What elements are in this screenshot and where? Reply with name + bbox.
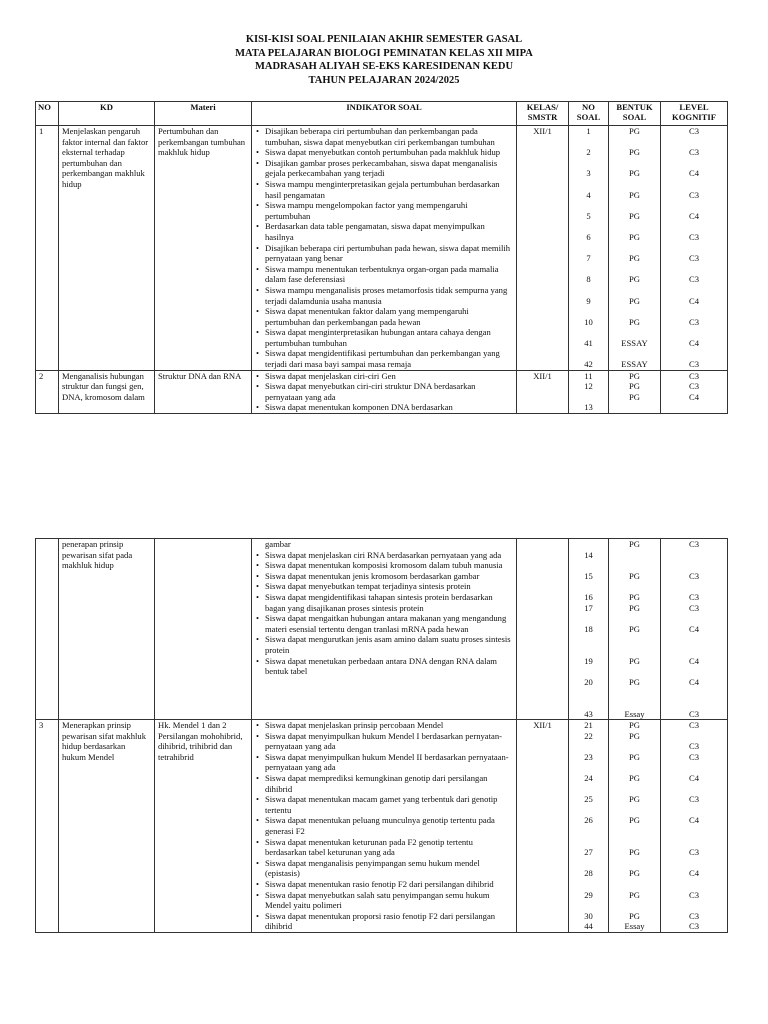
question-form: PG: [629, 655, 640, 666]
question-number: 5: [586, 210, 591, 221]
question-number: 20: [584, 676, 593, 687]
question-number: 41: [584, 337, 593, 348]
question-number: 8: [586, 274, 591, 285]
row-no-soal: [569, 370, 609, 413]
question-form: PG: [629, 126, 640, 136]
question-form: PG: [629, 815, 640, 826]
question-number: 12: [584, 381, 593, 392]
indicator-item: • Siswa dapat menentukan keturunan pada F2 genotip tertentu berdasarkan tabel keturunan yang ada: [265, 837, 513, 858]
title-line-4: TAHUN PELAJARAN 2024/2025: [308, 74, 460, 86]
question-number: 24: [584, 773, 593, 784]
cognitive-level: C3: [688, 359, 700, 370]
indicator-item: • Siswa dapat mengidentifikasi tahapan sintesis protein berdasarkan bagan yang disajikanan proses sintesis protein: [265, 592, 513, 613]
indicator-item: • Siswa dapat menyimpulkan hukum Mendel I berdasarkan pernyatan-pernyataan yang ada: [265, 731, 513, 752]
title-line-2: MATA PELAJARAN BIOLOGI PEMINATAN KELAS XII MIPA: [235, 47, 533, 59]
cognitive-level: C3: [688, 708, 700, 719]
question-number: 2: [586, 147, 591, 158]
row-kelas: XII/1: [517, 720, 569, 933]
cognitive-level: C3: [688, 253, 700, 264]
question-form: ESSAY: [621, 337, 648, 348]
question-form: PG: [629, 591, 640, 602]
row-kd: Menerapkan prinsip pewarisan sifat makhluk hidup berdasarkan hukum Mendel: [59, 720, 155, 933]
question-form: PG: [629, 168, 640, 179]
question-number: 42: [584, 359, 593, 370]
cognitive-level: C3: [688, 274, 700, 285]
header-no: NO: [36, 102, 59, 126]
indicator-item: • Siswa dapat menentukan macam gamet yang terbentuk dari genotip tertentu: [265, 794, 513, 815]
cognitive-level: C3: [688, 126, 700, 136]
title-line-1: KISI-KISI SOAL PENILAIAN AKHIR SEMESTER GASAL: [245, 34, 523, 45]
question-number: 10: [584, 316, 593, 327]
cognitive-level: C3: [688, 370, 700, 381]
cognitive-level: C3: [688, 751, 700, 762]
question-number: 27: [584, 847, 593, 858]
cognitive-level: C4: [688, 773, 700, 784]
indicator-item: • Disajikan gambar proses perkecambahan, siswa dapat menganalisis gejala perkecambahan yang terjadi: [265, 158, 513, 179]
row-level-kognitif: [661, 370, 728, 413]
cognitive-level: C3: [688, 570, 700, 581]
header-level-kognitif: LEVEL KOGNITIF: [661, 102, 728, 126]
header-kelas: KELAS/ SMSTR: [517, 102, 569, 126]
cognitive-level: C3: [688, 316, 700, 327]
row-level-kognitif: [661, 720, 728, 933]
question-number: 14: [584, 549, 593, 560]
question-number: 23: [584, 751, 593, 762]
question-number: 7: [586, 253, 591, 264]
question-number: 6: [586, 231, 591, 242]
indicator-item: • Siswa dapat menentukan jenis kromosom berdasarkan gambar: [265, 571, 513, 582]
header-bentuk-soal: BENTUK SOAL: [609, 102, 661, 126]
question-number: 44: [584, 921, 593, 932]
question-number: 19: [584, 655, 593, 666]
indicator-item: • Disajikan beberapa ciri pertumbuhan dan perkembangan pada tumbuhan, siswa dapat menyebutkan ciri perkembangan tumbuhan: [265, 126, 513, 147]
cognitive-level: C4: [688, 676, 700, 687]
question-form: PG: [629, 295, 640, 306]
cognitive-level: C3: [688, 847, 700, 858]
question-form: PG: [629, 316, 640, 327]
indicator-item: • Siswa dapat menyimpulkan hukum Mendel II berdasarkan pernyataan-pernyataan yang ada: [265, 752, 513, 773]
row-no-soal: [569, 539, 609, 720]
indicator-item: • Siswa dapat menjelaskan prinsip percobaan Mendel: [265, 720, 513, 731]
cognitive-level: C3: [688, 741, 700, 752]
cognitive-level: C3: [688, 720, 700, 731]
question-number: 16: [584, 591, 593, 602]
row-kd: Menjelaskan pengaruh faktor internal dan faktor eksternal terhadap pertumbuhan dan perkembangan makhluk hidup: [59, 126, 155, 371]
question-form: PG: [629, 391, 640, 402]
indicator-item: • Siswa dapat menentukan peluang munculnya genotip tertentu pada generasi F2: [265, 815, 513, 836]
cognitive-level: C3: [688, 231, 700, 242]
cognitive-level: C3: [688, 539, 700, 549]
indicator-item: • Siswa dapat menetukan perbedaan antara DNA dengan RNA dalam bentuk tabel: [265, 656, 513, 677]
row-no-soal: [569, 720, 609, 933]
table-row: [36, 539, 728, 720]
indicator-item: • Siswa mampu menganalisis proses metamorfosis tidak sempurna yang terjadi dalamdunia usaha manusia: [265, 285, 513, 306]
question-number: 29: [584, 889, 593, 900]
row-no-soal: [569, 126, 609, 371]
cognitive-level: C3: [688, 147, 700, 158]
indicator-item: • Siswa dapat menjelaskan ciri-ciri Gen: [265, 371, 513, 382]
question-number: 13: [584, 402, 593, 413]
indicator-item: • Siswa dapat menentukan proporsi rasio fenotip F2 dari persilangan dihibrid: [265, 911, 513, 932]
question-form: PG: [629, 773, 640, 784]
question-number: 26: [584, 815, 593, 826]
row-kelas: XII/1: [517, 370, 569, 413]
indicator-item: • Siswa dapat mengaitkan hubungan antara makanan yang mengandung materi esensial tertentu dengan tranlasi mRNA pada hewan: [265, 613, 513, 634]
table-row: [36, 720, 728, 933]
indicator-item: • Siswa dapat menentukan komposisi kromosom dalam tubuh manusia: [265, 560, 513, 571]
indicator-item: • Siswa dapat menentukan faktor dalam yang mempengaruhi pertumbuhan dan perkembangan pada hewan: [265, 306, 513, 327]
table-row: [36, 370, 728, 413]
question-form: PG: [629, 210, 640, 221]
row-bentuk-soal: [609, 720, 661, 933]
question-form: PG: [629, 676, 640, 687]
kisi-kisi-table-continued: [35, 538, 728, 933]
question-number: 25: [584, 794, 593, 805]
table-row: [36, 126, 728, 371]
question-form: PG: [629, 381, 640, 392]
indicator-item: • Disajikan beberapa ciri pertumbuhan pada hewan, siswa dapat memilih pernyataan yang benar: [265, 243, 513, 264]
cognitive-level: C3: [688, 189, 700, 200]
row-bentuk-soal: [609, 370, 661, 413]
question-form: PG: [629, 570, 640, 581]
cognitive-level: C4: [688, 210, 700, 221]
question-form: PG: [629, 794, 640, 805]
cognitive-level: C4: [688, 168, 700, 179]
question-number: 1: [586, 126, 591, 136]
question-form: PG: [629, 253, 640, 264]
indicator-item: • Siswa dapat memprediksi kemungkinan genotip dari persilangan dihibrid: [265, 773, 513, 794]
row-indicators: [252, 370, 517, 413]
page-title: [0, 33, 768, 87]
cognitive-level: C3: [688, 910, 700, 921]
cognitive-level: C4: [688, 868, 700, 879]
row-kelas: XII/1: [517, 126, 569, 371]
row-materi: Struktur DNA dan RNA: [155, 370, 252, 413]
indicator-item: • Siswa dapat menentukan komponen DNA berdasarkan: [265, 402, 513, 413]
question-number: 22: [584, 730, 593, 741]
indicator-item: • Berdasarkan data table pengamatan, siswa dapat menyimpulkan hasilnya: [265, 221, 513, 242]
row-no: 3: [36, 720, 59, 933]
header-indikator: INDIKATOR SOAL: [252, 102, 517, 126]
cognitive-level: C3: [688, 889, 700, 900]
row-indicators: [252, 720, 517, 933]
question-form: PG: [629, 889, 640, 900]
header-no-soal: NO SOAL: [569, 102, 609, 126]
row-level-kognitif: [661, 539, 728, 720]
cognitive-level: C4: [688, 295, 700, 306]
question-form: PG: [629, 730, 640, 741]
row-no: 1: [36, 126, 59, 371]
question-form: PG: [629, 231, 640, 242]
question-form: PG: [629, 539, 640, 549]
header-kd: KD: [59, 102, 155, 126]
cognitive-level: C3: [688, 381, 700, 392]
row-bentuk-soal: [609, 539, 661, 720]
table-header-row: [36, 102, 728, 126]
indicator-item: • Siswa dapat menyebutkan salah satu penyimpangan semu hukum Mendel yaitu polimeri: [265, 890, 513, 911]
indicator-item: • Siswa dapat menjelaskan ciri RNA berdasarkan pernyataan yang ada: [265, 550, 513, 561]
indicator-item: • Siswa dapat menyebutkan contoh pertumbuhan pada makhluk hidup: [265, 147, 513, 158]
question-number: 18: [584, 623, 593, 634]
cognitive-level: C4: [688, 815, 700, 826]
question-form: PG: [629, 189, 640, 200]
question-number: 17: [584, 602, 593, 613]
question-form: Essay: [624, 921, 645, 932]
cognitive-level: C4: [688, 337, 700, 348]
cognitive-level: C4: [688, 623, 700, 634]
question-form: PG: [629, 147, 640, 158]
question-form: PG: [629, 623, 640, 634]
row-level-kognitif: [661, 126, 728, 371]
indicator-item: • Siswa dapat mengidentifikasi pertumbuhan dan perkembangan yang terjadi dari masa bayi sampai masa remaja: [265, 348, 513, 369]
question-form: PG: [629, 274, 640, 285]
question-form: PG: [629, 602, 640, 613]
question-number: 11: [584, 370, 593, 381]
cognitive-level: C3: [688, 921, 700, 932]
indicator-item: • Siswa mampu mengelompokan factor yang mempengaruhi pertumbuhan: [265, 200, 513, 221]
cognitive-level: C4: [688, 391, 700, 402]
question-number: 15: [584, 570, 593, 581]
question-number: 3: [586, 168, 591, 179]
question-form: PG: [629, 847, 640, 858]
indicator-item: • Siswa dapat menentukan rasio fenotip F2 dari persilangan dihibrid: [265, 879, 513, 890]
row-kd: Menganalisis hubungan struktur dan fungsi gen, DNA, kromosom dalam: [59, 370, 155, 413]
title-line-3: MADRASAH ALIYAH SE-EKS KARESIDENAN KEDU: [254, 61, 514, 72]
question-number: 43: [584, 708, 593, 719]
header-materi: Materi: [155, 102, 252, 126]
row-materi: Hk. Mendel 1 dan 2 Persilangan mohohibrid, dihibrid, trihibrid dan tetrahibrid: [155, 720, 252, 933]
cognitive-level: C3: [688, 591, 700, 602]
cognitive-level: C3: [688, 602, 700, 613]
cognitive-level: C4: [688, 655, 700, 666]
row-bentuk-soal: [609, 126, 661, 371]
question-number: 28: [584, 868, 593, 879]
row-materi: Pertumbuhan dan perkembangan tumbuhan makhluk hidup: [155, 126, 252, 371]
question-form: PG: [629, 751, 640, 762]
indicator-item: • Siswa dapat menyebutkan ciri-ciri struktur DNA berdasarkan pernyataan yang ada: [265, 381, 513, 402]
row-indicators: [252, 539, 517, 720]
indicator-item: • Siswa dapat menginterpretasikan hubungan antara cahaya dengan pertumbuhan tumbuhan: [265, 327, 513, 348]
cognitive-level: C3: [688, 794, 700, 805]
question-form: PG: [629, 720, 640, 731]
indicator-item: • Siswa mampu menentukan terbentuknya organ-organ pada mamalia dalam fase deferensiasi: [265, 264, 513, 285]
row-kd: penerapan prinsip pewarisan sifat pada makhluk hidup: [59, 539, 155, 720]
question-form: PG: [629, 868, 640, 879]
question-form: PG: [629, 910, 640, 921]
indicator-item: • Siswa mampu menginterpretasikan gejala pertumbuhan berdasarkan hasil pengamatan: [265, 179, 513, 200]
indicator-item: • Siswa dapat menganalisis penyimpangan semu hukum mendel (epistasis): [265, 858, 513, 879]
question-form: Essay: [624, 708, 645, 719]
row-no: 2: [36, 370, 59, 413]
indicator-continuation: gambar: [265, 539, 291, 549]
kisi-kisi-table: [35, 101, 728, 414]
question-number: 30: [584, 910, 593, 921]
question-number: 4: [586, 189, 591, 200]
indicator-item: • Siswa dapat menyebutkan tempat terjadinya sintesis protein: [265, 581, 513, 592]
question-number: 9: [586, 295, 591, 306]
question-form: ESSAY: [621, 359, 648, 370]
question-number: 21: [584, 720, 593, 731]
indicator-item: • Siswa dapat mengurutkan jenis asam amino dalam suatu proses sintesis protein: [265, 634, 513, 655]
question-form: PG: [629, 370, 640, 381]
row-indicators: [252, 126, 517, 371]
